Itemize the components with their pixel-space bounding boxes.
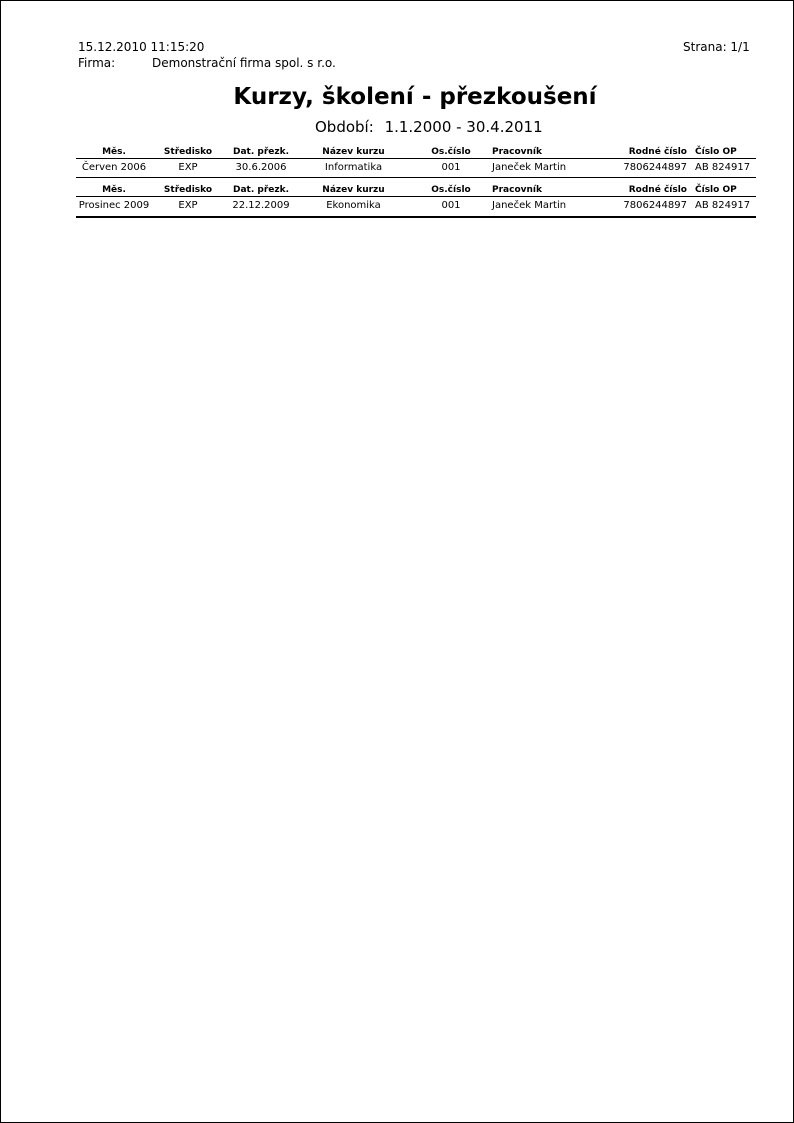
col-header-dat-prezk: Dat. přezk.	[232, 147, 290, 157]
page-number: Strana: 1/1	[683, 40, 750, 54]
col-header-cislo-op: Číslo OP	[695, 147, 737, 157]
firm-label: Firma:	[78, 56, 116, 70]
col-header-cislo-op: Číslo OP	[695, 185, 737, 195]
cell-rodne-cislo: 7806244897	[623, 200, 687, 211]
column-header-row	[76, 183, 756, 197]
col-header-mes: Měs.	[102, 147, 126, 157]
table-row	[76, 159, 756, 177]
firm-name: Demonstrační firma spol. s r.o.	[152, 56, 336, 70]
period-label: Období:	[315, 118, 374, 136]
column-header-row	[76, 145, 756, 159]
col-header-dat-prezk: Dat. přezk.	[232, 185, 290, 195]
col-header-pracovnik: Pracovník	[492, 185, 542, 195]
cell-nazev-kurzu: Informatika	[324, 162, 383, 173]
report-period	[315, 118, 543, 136]
cell-dat-prezk: 22.12.2009	[232, 200, 290, 211]
col-header-os-cislo: Os.číslo	[431, 147, 471, 157]
cell-mes: Prosinec 2009	[78, 200, 150, 211]
table-bottom-rule	[76, 216, 756, 218]
col-header-nazev-kurzu: Název kurzu	[322, 185, 385, 195]
cell-os-cislo: 001	[441, 162, 461, 173]
period-value: 1.1.2000 - 30.4.2011	[384, 118, 543, 136]
row-divider	[76, 177, 756, 178]
cell-pracovnik: Janeček Martin	[492, 200, 567, 211]
cell-dat-prezk: 30.6.2006	[235, 162, 287, 173]
cell-os-cislo: 001	[441, 200, 461, 211]
print-datetime: 15.12.2010 11:15:20	[78, 40, 205, 54]
cell-cislo-op: AB 824917	[695, 200, 751, 211]
cell-rodne-cislo: 7806244897	[623, 162, 687, 173]
cell-pracovnik: Janeček Martin	[492, 162, 567, 173]
report-group	[76, 183, 756, 215]
table-row	[76, 197, 756, 215]
cell-nazev-kurzu: Ekonomika	[326, 200, 381, 211]
report-group	[76, 145, 756, 177]
col-header-os-cislo: Os.číslo	[431, 185, 471, 195]
cell-stredisko: EXP	[178, 162, 198, 173]
col-header-stredisko: Středisko	[163, 147, 213, 157]
col-header-stredisko: Středisko	[163, 185, 213, 195]
cell-cislo-op: AB 824917	[695, 162, 751, 173]
cell-stredisko: EXP	[178, 200, 198, 211]
col-header-mes: Měs.	[102, 185, 126, 195]
col-header-nazev-kurzu: Název kurzu	[322, 147, 385, 157]
col-header-rodne-cislo: Rodné číslo	[628, 147, 687, 157]
col-header-pracovnik: Pracovník	[492, 147, 542, 157]
report-title: Kurzy, školení - přezkoušení	[233, 84, 597, 110]
cell-mes: Červen 2006	[81, 162, 147, 173]
col-header-rodne-cislo: Rodné číslo	[628, 185, 687, 195]
